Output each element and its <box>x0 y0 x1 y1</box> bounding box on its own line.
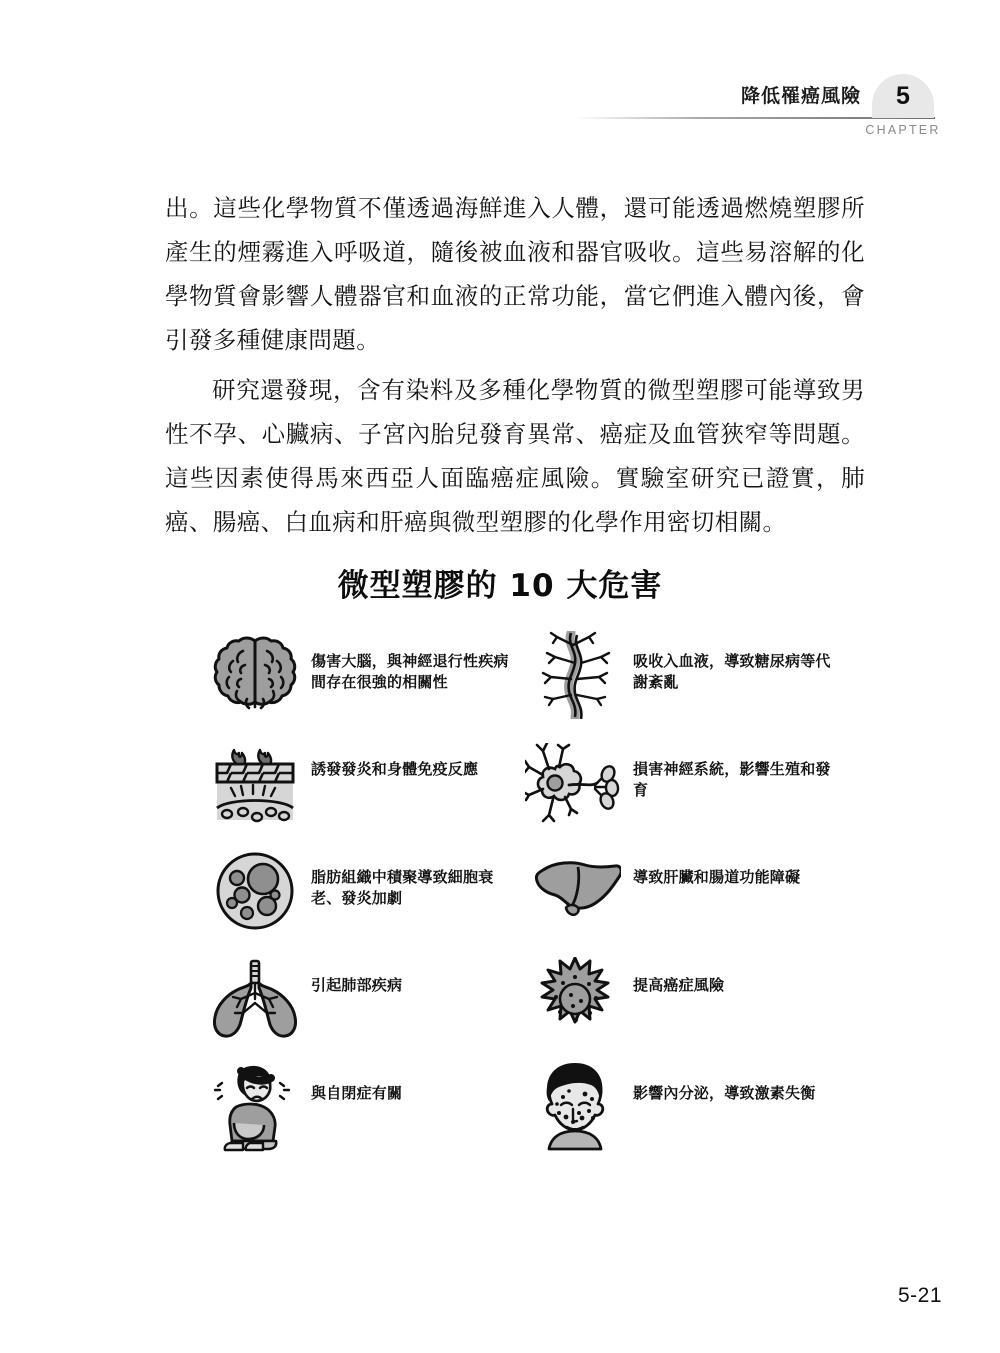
inflamed-skin-icon <box>205 733 305 833</box>
sad-child-icon <box>205 1057 305 1157</box>
chapter-number: 5 <box>896 82 910 110</box>
infographic-item-label: 導致肝臟和腸道功能障礙 <box>633 868 801 886</box>
infographic-row <box>205 949 845 1057</box>
infographic-item <box>525 841 845 941</box>
cancer-cell-icon <box>525 949 625 1049</box>
infographic-item <box>525 733 845 833</box>
paragraph-1: 出。這些化學物質不僅透過海鮮進入人體，還可能透過燃燒塑膠所產生的煙霧進入呼吸道，隨後被血液和器官吸收。這些易溶解的化學物質會影響人體器官和血液的正常功能，當它們進入體內後，會引發多種健康問題。 <box>165 194 865 354</box>
infographic-item-label: 損害神經系統，影響生殖和發育 <box>633 760 831 799</box>
page-header <box>0 0 1000 150</box>
brain-icon <box>205 625 305 725</box>
infographic-item-label: 提高癌症風險 <box>633 976 725 994</box>
infographic-item-label: 與自閉症有關 <box>311 1084 403 1102</box>
acne-face-icon <box>525 1057 625 1157</box>
blood-vessel-icon <box>525 625 625 725</box>
infographic-item <box>205 733 525 833</box>
infographic-row <box>205 625 845 733</box>
fat-cell-icon <box>205 841 305 941</box>
page-number: 5-21 <box>897 1284 942 1307</box>
infographic-row <box>205 841 845 949</box>
infographic-item <box>525 1057 845 1157</box>
infographic-item-label: 脂肪組織中積聚導致細胞衰老、發炎加劇 <box>311 868 494 907</box>
running-header-title: 降低罹癌風險 <box>740 85 861 107</box>
infographic-item <box>205 841 525 941</box>
body-copy <box>165 186 865 550</box>
infographic-row <box>205 733 845 841</box>
infographic-item <box>525 949 845 1049</box>
infographic-row <box>205 1057 845 1175</box>
chapter-label: CHAPTER <box>865 123 941 137</box>
infographic-item <box>205 625 525 725</box>
neuron-icon <box>525 733 625 833</box>
infographic-grid <box>205 625 845 1175</box>
infographic-item-label: 誘發發炎和身體免疫反應 <box>311 760 479 778</box>
infographic-item-label: 吸收入血液，導致糖尿病等代謝紊亂 <box>633 652 831 691</box>
infographic-item <box>525 625 845 725</box>
infographic-item-label: 傷害大腦，與神經退行性疾病間存在很強的相關性 <box>311 652 509 691</box>
infographic-title: 微型塑膠的 10 大危害 <box>337 568 663 604</box>
paragraph-2: 研究還發現，含有染料及多種化學物質的微型塑膠可能導致男性不孕、心臟病、子宮內胎兒發育異常、癌症及血管狹窄等問題。這些因素使得馬來西亞人面臨癌症風險。實驗室研究已證實，肺癌、腸癌、白血病和肝癌與微型塑膠的化學作用密切相關。 <box>165 376 865 536</box>
infographic-item-label: 影響內分泌，導致激素失衡 <box>633 1084 816 1102</box>
liver-icon <box>525 841 625 941</box>
lungs-icon <box>205 949 305 1049</box>
infographic-item <box>205 949 525 1049</box>
infographic-item-label: 引起肺部疾病 <box>311 976 403 994</box>
infographic-item <box>205 1057 525 1157</box>
